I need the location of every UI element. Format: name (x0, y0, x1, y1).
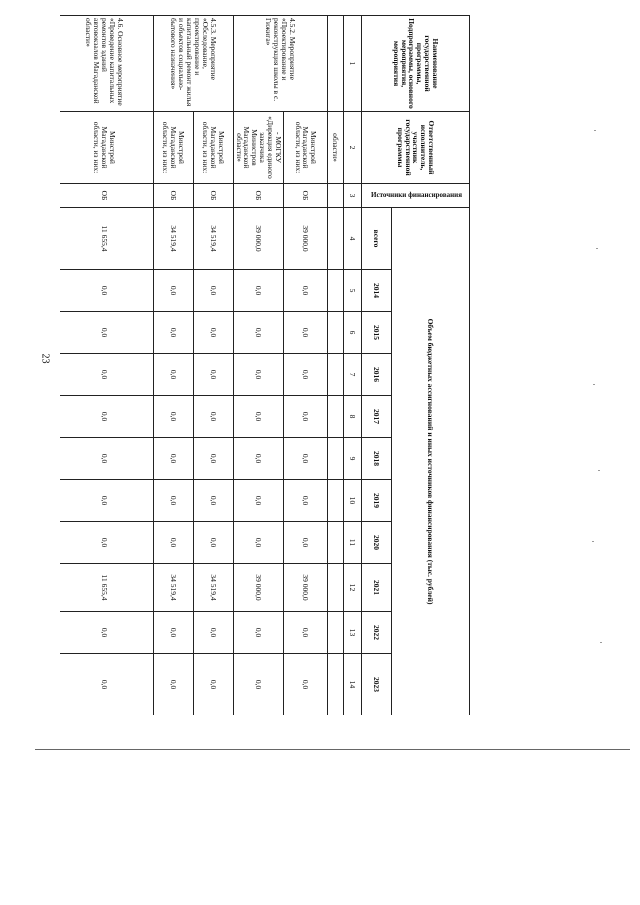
header-year-2019: 2019 (362, 480, 392, 522)
header-total: всего (362, 208, 392, 270)
row-value-2015: 0,0 (60, 312, 153, 354)
row-value-2017 (328, 396, 344, 438)
row-value-2017: 0,0 (193, 396, 233, 438)
row-value-2018: 0,0 (153, 438, 193, 480)
row-total: 34 519,4 (193, 208, 233, 270)
row-value-2017: 0,0 (284, 396, 328, 438)
row-value-2015: 0,0 (193, 312, 233, 354)
table-row (284, 16, 328, 716)
funding-table (60, 15, 470, 715)
row-value-2021 (328, 564, 344, 612)
column-number: 6 (344, 312, 362, 354)
header-year-2020: 2020 (362, 522, 392, 564)
row-value-2022: 0,0 (284, 612, 328, 654)
row-value-2022: 0,0 (233, 612, 283, 654)
page-number: 23 (39, 353, 51, 364)
header-year-2014: 2014 (362, 270, 392, 312)
row-total: 34 519,4 (153, 208, 193, 270)
header-executor: Ответственный исполнитель, участник государственной программы (362, 112, 470, 184)
table-row (193, 16, 233, 716)
table-row (60, 16, 153, 716)
row-value-2019: 0,0 (193, 480, 233, 522)
row-value-2016: 0,0 (60, 354, 153, 396)
row-source (328, 184, 344, 208)
table-row (153, 16, 193, 716)
header-row-1 (392, 16, 470, 716)
row-value-2015: 0,0 (284, 312, 328, 354)
row-executor: Минстрой Магаданской области, из них: (284, 112, 328, 184)
row-value-2018: 0,0 (284, 438, 328, 480)
column-number: 5 (344, 270, 362, 312)
header-funding: Объем бюджетных ассигнований и иных источников финансирования (тыс. рублей) (392, 208, 470, 716)
row-value-2020: 0,0 (153, 522, 193, 564)
scan-speck (593, 384, 595, 385)
row-value-2019: 0,0 (284, 480, 328, 522)
row-value-2018 (328, 438, 344, 480)
row-value-2021: 34 519,4 (193, 564, 233, 612)
row-value-2023 (328, 654, 344, 716)
row-total: 39 000,0 (284, 208, 328, 270)
row-value-2015: 0,0 (233, 312, 283, 354)
row-value-2015: 0,0 (153, 312, 193, 354)
row-value-2014: 0,0 (153, 270, 193, 312)
row-value-2020: 0,0 (284, 522, 328, 564)
scan-speck (596, 248, 598, 249)
row-value-2023: 0,0 (60, 654, 153, 716)
row-name: 4.6. Основное мероприятие «Проведение капитальных ремонтов зданий автовокзалов Магаданской области» (60, 16, 153, 112)
table-container (60, 15, 470, 715)
column-number: 11 (344, 522, 362, 564)
row-total: 39 000,0 (233, 208, 283, 270)
row-value-2018: 0,0 (60, 438, 153, 480)
row-value-2022 (328, 612, 344, 654)
column-number: 14 (344, 654, 362, 716)
header-source-text: Источники финансирования (370, 190, 462, 199)
row-name: 4.5.2. Мероприятие «Проектирование и реконструкция школы в с. Гижига» (233, 16, 327, 112)
column-number: 7 (344, 354, 362, 396)
row-value-2019 (328, 480, 344, 522)
header-year-2016: 2016 (362, 354, 392, 396)
row-source: ОБ (193, 184, 233, 208)
header-year-2022: 2022 (362, 612, 392, 654)
column-number: 4 (344, 208, 362, 270)
row-value-2018: 0,0 (233, 438, 283, 480)
row-value-2016: 0,0 (193, 354, 233, 396)
row-source: ОБ (60, 184, 153, 208)
row-value-2020 (328, 522, 344, 564)
row-value-2023: 0,0 (153, 654, 193, 716)
row-executor: области» (328, 112, 344, 184)
scan-speck (600, 642, 602, 643)
row-value-2017: 0,0 (153, 396, 193, 438)
scan-speck (592, 541, 594, 542)
row-executor: Минстрой Магаданской области, из них: (60, 112, 153, 184)
header-year-2018: 2018 (362, 438, 392, 480)
row-source: ОБ (153, 184, 193, 208)
column-number: 1 (344, 16, 362, 112)
row-value-2019: 0,0 (233, 480, 283, 522)
column-number: 9 (344, 438, 362, 480)
header-name: Наименование государственной программы, Подпрограммы, основного мероприятия, мероприятия (362, 16, 470, 112)
row-value-2018: 0,0 (193, 438, 233, 480)
scan-speck (594, 130, 596, 131)
row-value-2016 (328, 354, 344, 396)
column-number: 8 (344, 396, 362, 438)
row-value-2014 (328, 270, 344, 312)
row-value-2014: 0,0 (284, 270, 328, 312)
row-value-2016: 0,0 (284, 354, 328, 396)
row-name (328, 16, 344, 112)
row-value-2019: 0,0 (153, 480, 193, 522)
rotated-table-frame (60, 15, 470, 715)
column-number: 2 (344, 112, 362, 184)
column-number-row (344, 16, 362, 716)
row-value-2017: 0,0 (233, 396, 283, 438)
row-value-2022: 0,0 (153, 612, 193, 654)
row-value-2021: 11 655,4 (60, 564, 153, 612)
header-year-2021: 2021 (362, 564, 392, 612)
row-value-2015 (328, 312, 344, 354)
row-source: ОБ (284, 184, 328, 208)
row-value-2017: 0,0 (60, 396, 153, 438)
row-value-2023: 0,0 (193, 654, 233, 716)
row-name: 4.5.3. Мероприятие «Обследование, проектирование и капитальный ремонт жилья и объектов социально-бытового назначения» (153, 16, 233, 112)
row-executor: Минстрой Магаданской области, из них: (193, 112, 233, 184)
row-value-2019: 0,0 (60, 480, 153, 522)
row-value-2020: 0,0 (233, 522, 283, 564)
row-total (328, 208, 344, 270)
header-source (362, 184, 470, 208)
column-number: 13 (344, 612, 362, 654)
row-value-2022: 0,0 (193, 612, 233, 654)
row-value-2016: 0,0 (233, 354, 283, 396)
column-number: 3 (344, 184, 362, 208)
row-value-2021: 39 000,0 (284, 564, 328, 612)
row-value-2020: 0,0 (60, 522, 153, 564)
row-value-2014: 0,0 (193, 270, 233, 312)
row-executor: - МОГКУ «Дирекция единого заказчика Министров Магаданской области» (233, 112, 283, 184)
header-year-2017: 2017 (362, 396, 392, 438)
scan-edge-line (35, 749, 630, 750)
table-row (328, 16, 344, 716)
table-row (233, 16, 283, 716)
row-value-2023: 0,0 (233, 654, 283, 716)
column-number: 10 (344, 480, 362, 522)
header-year-2015: 2015 (362, 312, 392, 354)
row-source: ОБ (233, 184, 283, 208)
row-executor: Минстрой Магаданской области, из них: (153, 112, 193, 184)
scan-speck (598, 470, 600, 471)
row-value-2022: 0,0 (60, 612, 153, 654)
column-number: 12 (344, 564, 362, 612)
row-value-2021: 34 519,4 (153, 564, 193, 612)
row-value-2014: 0,0 (60, 270, 153, 312)
row-value-2023: 0,0 (284, 654, 328, 716)
row-value-2020: 0,0 (193, 522, 233, 564)
header-year-2023: 2023 (362, 654, 392, 716)
row-total: 11 655,4 (60, 208, 153, 270)
row-value-2014: 0,0 (233, 270, 283, 312)
row-value-2021: 39 000,0 (233, 564, 283, 612)
row-value-2016: 0,0 (153, 354, 193, 396)
